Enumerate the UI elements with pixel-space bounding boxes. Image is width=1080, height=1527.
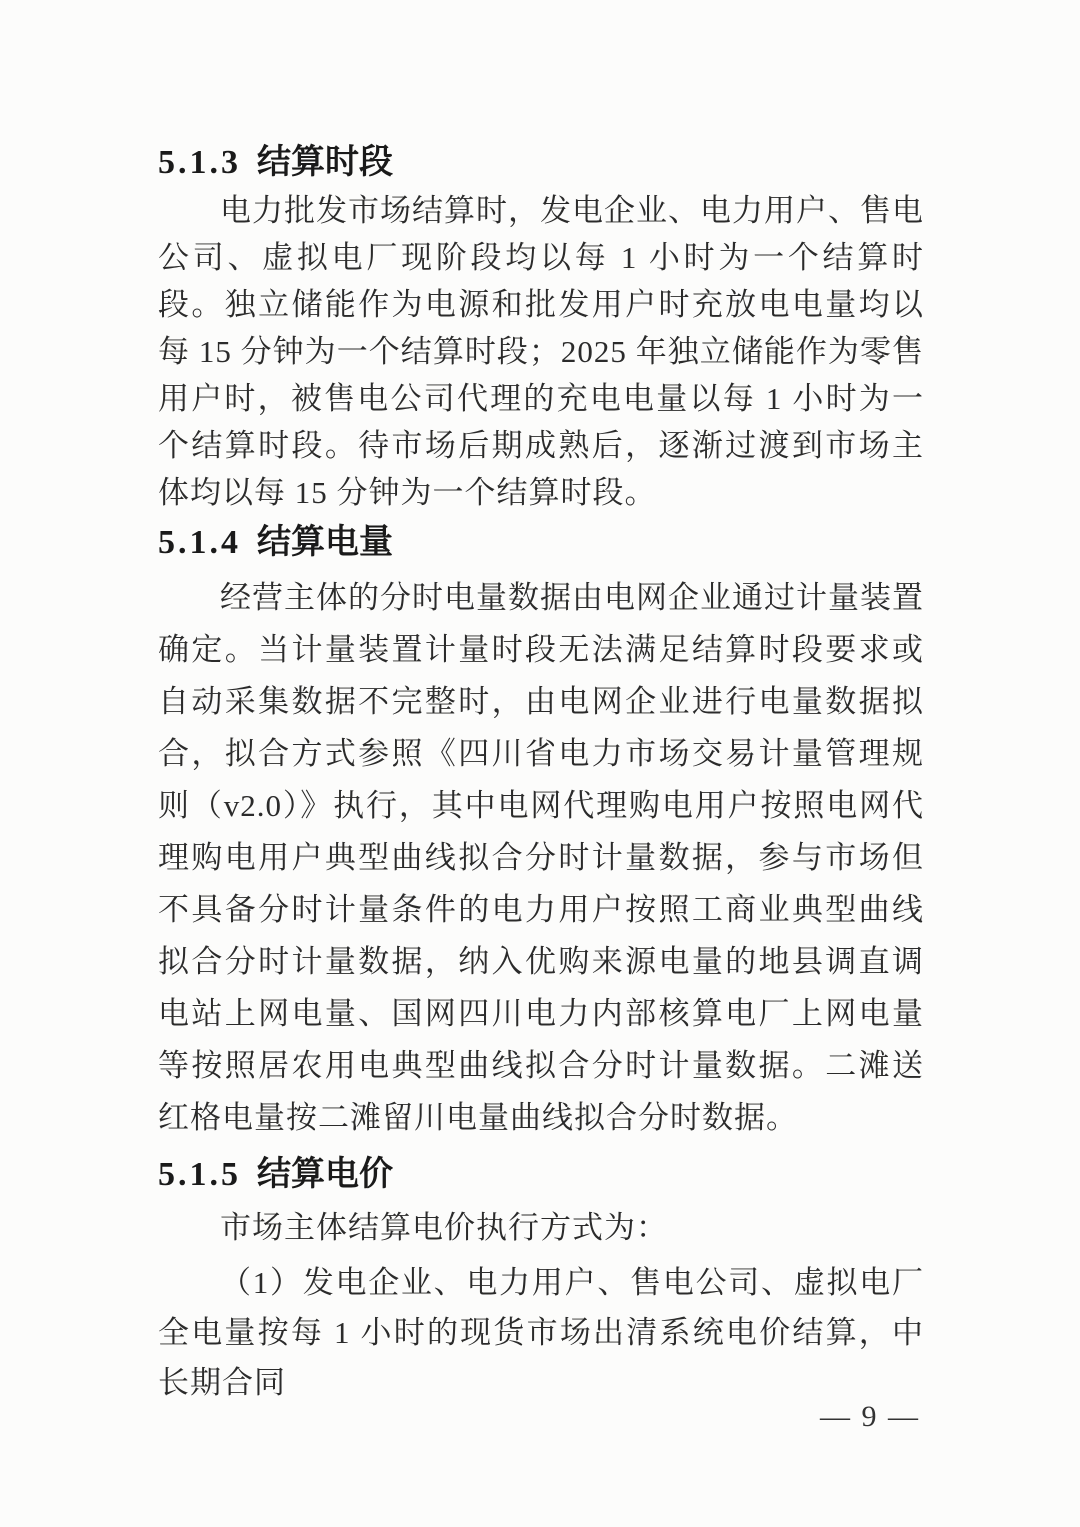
section-number: 5.1.5: [158, 1156, 241, 1193]
section-title: 结算电价: [257, 1156, 393, 1193]
body-paragraph: 经营主体的分时电量数据由电网企业通过计量装置确定。当计量装置计量时段无法满足结算时段要求或自动采集数据不完整时，由电网企业进行电量数据拟合，拟合方式参照《四川省电力市场交易计量管理规则（v2.0）》执行，其中电网代理购电用户按照电网代理购电用户典型曲线拟合分时计量数据，参与市场但不具备分时计量条件的电力用户按照工商业典型曲线拟合分时计量数据，纳入优购来源电量的地县调直调电站上网电量、国网四川电力内部核算电厂上网电量等按照居农用电典型曲线拟合分时计量数据。二滩送红格电量按二滩留川电量曲线拟合分时数据。: [158, 580, 924, 1135]
section-5-1-5: [158, 1153, 924, 1408]
section-5-1-3: [158, 141, 924, 516]
body-paragraph: 电力批发市场结算时，发电企业、电力用户、售电公司、虚拟电厂现阶段均以每 1 小时为一个结算时段。独立储能作为电源和批发用户时充放电电量均以每 15 分钟为一个结算时段；2025 年独立储能作为零售用户时，被售电公司代理的充电电量以每 1 小时为一个结算时段。待市场后期成熟后，逐渐过渡到市场主体均以每 15 分钟为一个结算时段。: [158, 193, 924, 510]
page-number: — 9 —: [820, 1400, 920, 1433]
section-title: 结算电量: [257, 524, 393, 561]
document-content: [158, 0, 924, 1408]
section-heading: [158, 1153, 924, 1197]
section-number: 5.1.3: [158, 144, 241, 181]
section-number: 5.1.4: [158, 524, 241, 561]
section-heading: [158, 521, 924, 565]
section-5-1-4: [158, 521, 924, 1144]
section-title: 结算时段: [257, 144, 393, 181]
body-paragraph: 市场主体结算电价执行方式为：: [220, 1210, 668, 1245]
body-paragraph: （1）发电企业、电力用户、售电公司、虚拟电厂全电量按每 1 小时的现货市场出清系统电价结算，中长期合同: [158, 1265, 924, 1400]
section-heading: [158, 141, 924, 185]
